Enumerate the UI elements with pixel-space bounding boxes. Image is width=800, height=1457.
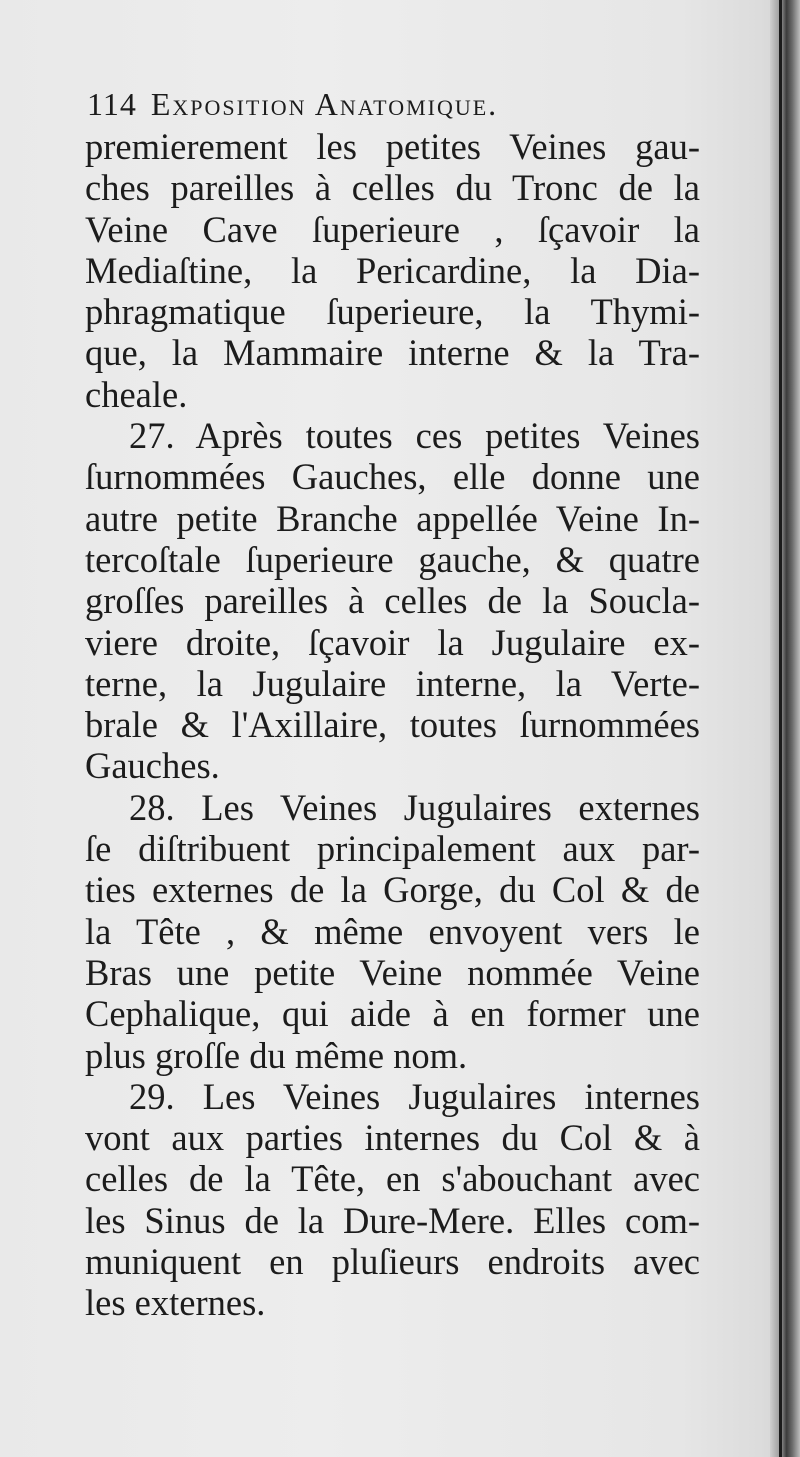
text-line: groſſes pareilles à celles de la Soucla- [85,580,700,622]
text-line: ties externes de la Gorge, du Col & de [85,869,700,911]
text-line: la Tête , & même envoyent vers le [85,910,700,952]
text-line: cheale. [85,373,188,415]
text-line: vont aux parties internes du Col & à [85,1117,700,1159]
text-line: premierement les petites Veines gau- [85,126,700,167]
text-line: 27. Après toutes ces petites Veines [129,415,700,457]
text-line: 29. Les Veines Jugulaires internes [129,1075,700,1117]
text-line: plus groſſe du même nom. [85,1034,468,1076]
text-line: Bras une petite Veine nommée Veine [85,951,700,993]
page-number: 114 [87,86,137,122]
text-line: muniquent en pluſieurs endroits avec [85,1241,700,1283]
page-edge-line [779,0,782,1457]
text-line: que, la Mammaire interne & la Tra- [85,332,700,374]
text-line: 28. Les Veines Jugulaires externes [129,786,700,828]
text-line: celles de la Tête, en s'abouchant avec [85,1158,700,1200]
text-line: les Sinus de la Dure-Mere. Elles com- [85,1199,700,1241]
text-line: Mediaſtine, la Pericardine, la Dia- [85,249,700,291]
text-line: ſurnommées Gauches, elle donne une [85,456,700,498]
running-title: Exposition Anatomique. [150,86,499,122]
body-text [85,126,700,1324]
running-header [87,82,700,126]
text-line: les externes. [85,1282,266,1324]
text-line: Cephalique, qui aide à en former une [85,993,700,1035]
text-line: phragmatique ſuperieure, la Thymi- [85,291,700,333]
text-line: Gauches. [85,745,220,787]
text-line: viere droite, ſçavoir la Jugulaire ex- [85,621,700,663]
text-line: brale & l'Axillaire, toutes ſurnommées [85,704,700,746]
text-line: tercoſtale ſuperieure gauche, & quatre [85,538,700,580]
text-block [85,82,700,1324]
text-line: ſe diſtribuent principalement aux par- [85,828,700,870]
text-line: Veine Cave ſuperieure , ſçavoir la [85,208,700,250]
page-edge-shadow [770,0,800,1457]
text-line: terne, la Jugulaire interne, la Verte- [85,662,700,704]
text-line: ches pareilles à celles du Tronc de la [85,167,700,209]
text-line: autre petite Branche appellée Veine In- [85,497,700,539]
